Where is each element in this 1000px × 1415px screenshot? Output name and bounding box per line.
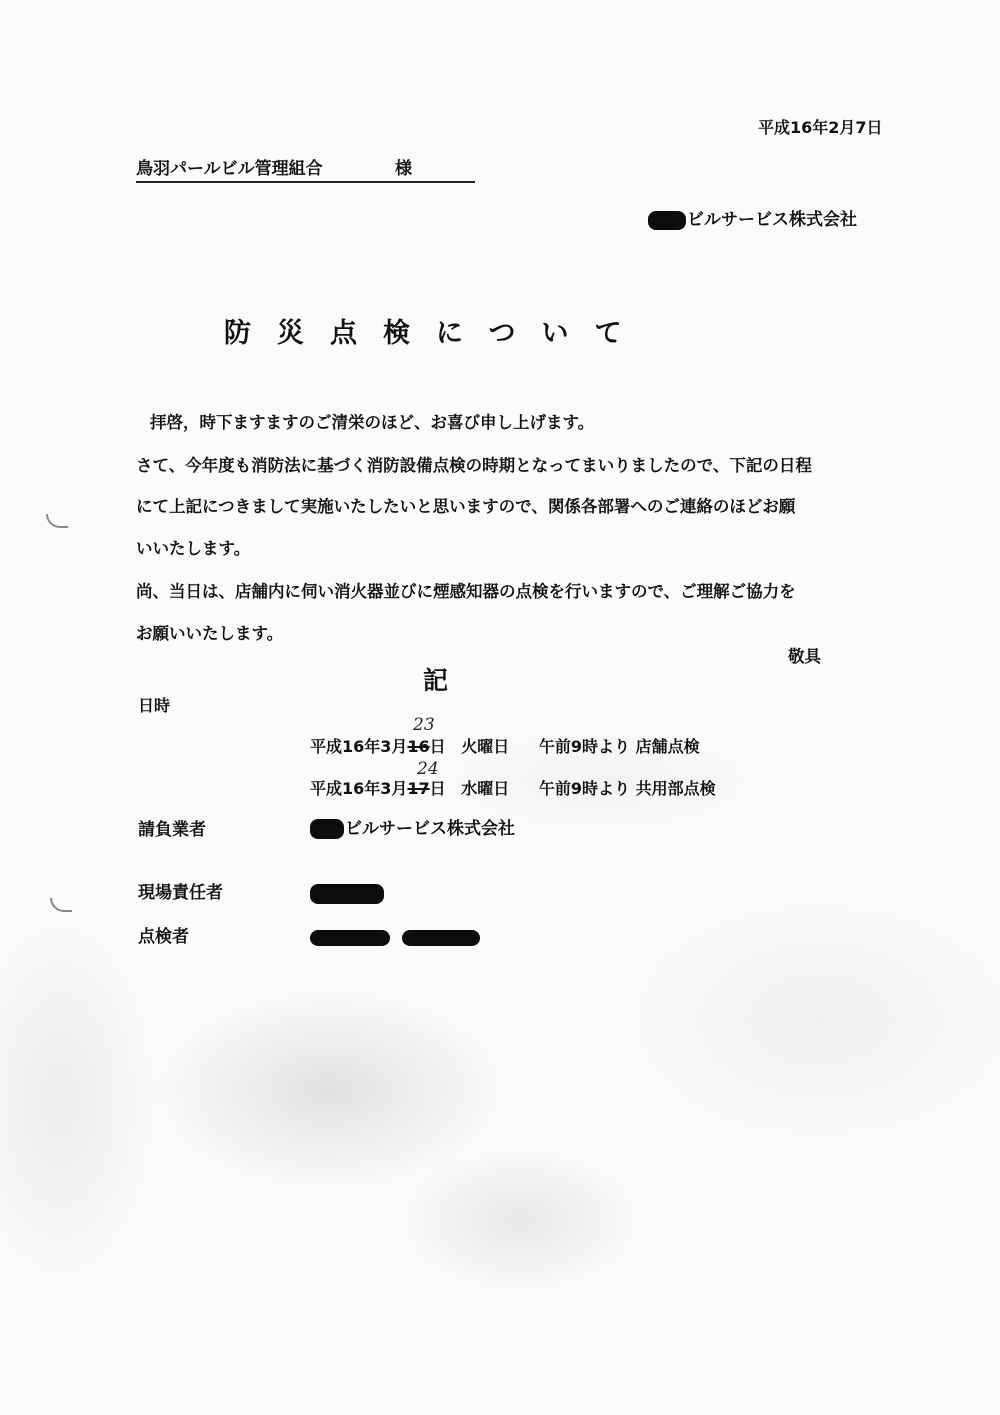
- struck-day: 17: [407, 779, 430, 798]
- closing-word: 敬具: [788, 647, 821, 666]
- contractor-value: [310, 819, 515, 839]
- inspector-value: [310, 928, 480, 948]
- sender-name: ビルサービス株式会社: [687, 210, 857, 230]
- body-line-6: お願いいたします。: [136, 624, 284, 643]
- struck-day: 16: [407, 737, 430, 756]
- schedule-time: 午前9時より: [538, 779, 630, 798]
- manager-value: [310, 884, 384, 904]
- day-suffix: 日: [429, 779, 446, 798]
- ki-heading: 記: [423, 666, 449, 695]
- schedule-time: 午前9時より: [538, 737, 630, 756]
- redaction-mark: [310, 884, 384, 904]
- sender: [648, 210, 857, 230]
- handwritten-day-1: 23: [413, 715, 435, 735]
- paper-crease: [50, 898, 72, 912]
- schedule-date-prefix: 平成16年3月: [310, 779, 408, 798]
- schedule-task: 共用部点検: [635, 779, 716, 798]
- body-line-2: さて、今年度も消防法に基づく消防設備点検の時期となってまいりましたので、下記の日程: [136, 456, 812, 475]
- body-line-3: にて上記につきまして実施いたしたいと思いますので、関係各部署へのご連絡のほどお願: [136, 497, 796, 516]
- schedule-weekday: 水曜日: [461, 779, 510, 798]
- document-date: 平成16年2月7日: [758, 118, 883, 137]
- schedule-weekday: 火曜日: [461, 737, 510, 756]
- contractor-label: 請負業者: [138, 820, 206, 840]
- document-title: 防災点検について: [224, 318, 648, 349]
- recipient-honorific: 様: [395, 159, 412, 179]
- schedule-row-2: [310, 779, 716, 798]
- body-line-1: 拝啓，時下ますますのご清栄のほど、お喜び申し上げます。: [150, 413, 595, 432]
- body-line-4: いいたします。: [136, 539, 251, 558]
- redaction-mark: [310, 819, 344, 839]
- contractor-name: ビルサービス株式会社: [345, 819, 515, 839]
- body-line-5: 尚、当日は、店舗内に伺い消火器並びに煙感知器の点検を行いますので、ご理解ご協力を: [136, 582, 796, 601]
- handwritten-day-2: 24: [417, 759, 439, 779]
- day-suffix: 日: [429, 737, 446, 756]
- recipient-name: 鳥羽パールビル管理組合: [136, 159, 323, 179]
- inspector-label: 点検者: [138, 927, 189, 947]
- redaction-mark: [402, 930, 480, 946]
- redaction-mark: [648, 211, 686, 230]
- schedule-date-prefix: 平成16年3月: [310, 737, 408, 756]
- redaction-mark: [310, 930, 390, 946]
- recipient-line: [136, 159, 475, 183]
- schedule-task: 店舗点検: [635, 737, 700, 756]
- manager-label: 現場責任者: [138, 883, 223, 903]
- paper-crease: [46, 514, 68, 528]
- schedule-label: 日時: [138, 696, 171, 715]
- schedule-row-1: [310, 737, 700, 756]
